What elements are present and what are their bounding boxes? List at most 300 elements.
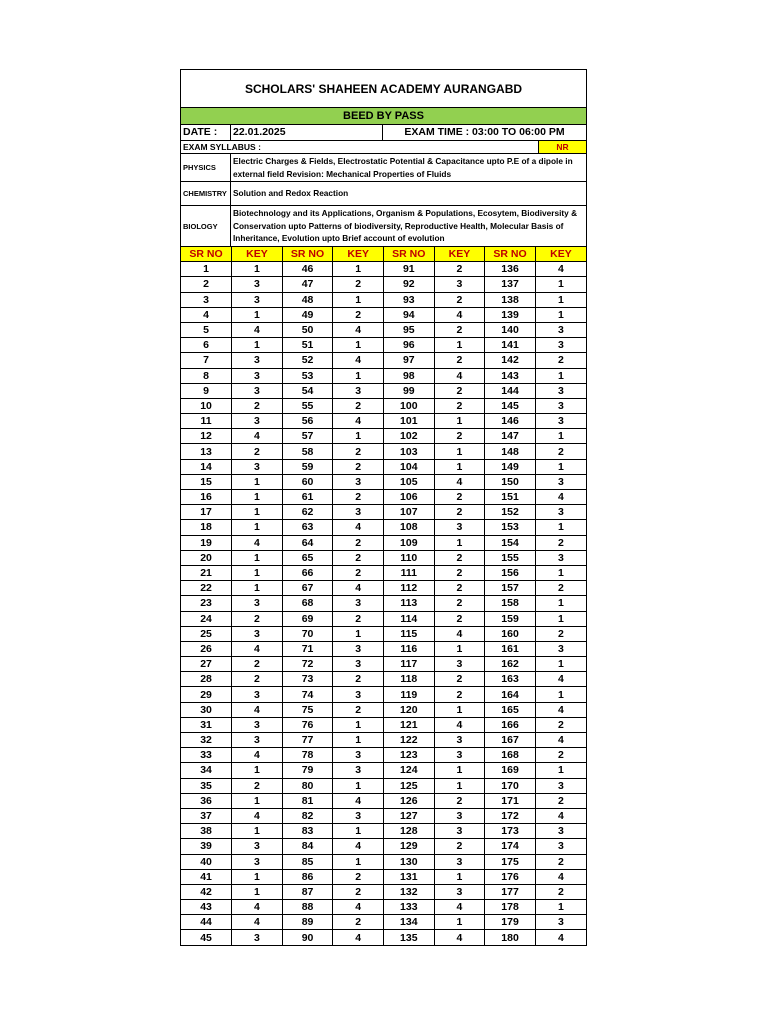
key-cell: 3: [232, 733, 283, 748]
sr-no-cell: 10: [181, 398, 232, 413]
key-cell: 3: [333, 687, 384, 702]
table-row: [181, 778, 586, 793]
table-row: [181, 900, 586, 915]
key-cell: 1: [333, 338, 384, 353]
key-cell: 3: [232, 596, 283, 611]
sr-no-cell: 115: [384, 626, 435, 641]
key-cell: 1: [232, 307, 283, 322]
sr-no-cell: 122: [384, 733, 435, 748]
table-row: [181, 459, 586, 474]
key-cell: 4: [232, 915, 283, 930]
sr-no-cell: 155: [485, 550, 536, 565]
table-row: [181, 353, 586, 368]
key-cell: 3: [535, 414, 586, 429]
key-cell: 3: [333, 474, 384, 489]
key-cell: 1: [232, 490, 283, 505]
sr-no-cell: 71: [282, 641, 333, 656]
col-header: KEY: [434, 247, 485, 262]
key-cell: 3: [232, 854, 283, 869]
subject-content: Electric Charges & Fields, Electrostatic Potential & Capacitance upto P.E of a dipole in external field Revision: Mechanical Properties of Fluids: [233, 156, 573, 179]
key-cell: 4: [333, 930, 384, 945]
key-cell: 2: [333, 277, 384, 292]
sr-no-cell: 164: [485, 687, 536, 702]
table-row: [181, 581, 586, 596]
sr-no-cell: 124: [384, 763, 435, 778]
sr-no-cell: 158: [485, 596, 536, 611]
key-cell: 1: [232, 505, 283, 520]
key-cell: 3: [232, 368, 283, 383]
key-cell: 4: [535, 490, 586, 505]
table-row: [181, 808, 586, 823]
key-cell: 2: [434, 398, 485, 413]
key-cell: 1: [232, 763, 283, 778]
sr-no-cell: 127: [384, 808, 435, 823]
sr-no-cell: 142: [485, 353, 536, 368]
key-cell: 2: [333, 490, 384, 505]
key-cell: 1: [434, 535, 485, 550]
key-cell: 2: [434, 490, 485, 505]
key-cell: 2: [232, 444, 283, 459]
table-row: [181, 748, 586, 763]
key-cell: 4: [434, 626, 485, 641]
key-cell: 4: [535, 869, 586, 884]
table-row: [181, 839, 586, 854]
key-cell: 1: [535, 900, 586, 915]
table-row: [181, 535, 586, 550]
key-cell: 4: [535, 733, 586, 748]
key-cell: 4: [333, 793, 384, 808]
sr-no-cell: 95: [384, 322, 435, 337]
sr-no-cell: 87: [282, 884, 333, 899]
sr-no-cell: 70: [282, 626, 333, 641]
key-cell: 2: [535, 854, 586, 869]
col-header: SR NO: [282, 247, 333, 262]
sr-no-cell: 96: [384, 338, 435, 353]
table-header-row: [181, 247, 586, 262]
key-cell: 3: [434, 824, 485, 839]
key-cell: 4: [232, 322, 283, 337]
sr-no-cell: 3: [181, 292, 232, 307]
key-cell: 1: [535, 429, 586, 444]
key-cell: 2: [232, 611, 283, 626]
table-row: [181, 292, 586, 307]
key-cell: 1: [434, 869, 485, 884]
key-cell: 2: [434, 596, 485, 611]
sr-no-cell: 37: [181, 808, 232, 823]
table-row: [181, 687, 586, 702]
key-cell: 3: [535, 338, 586, 353]
key-cell: 2: [535, 626, 586, 641]
sr-no-cell: 55: [282, 398, 333, 413]
batch-tag: NR: [538, 141, 586, 153]
key-cell: 3: [333, 505, 384, 520]
key-cell: 4: [333, 900, 384, 915]
sr-no-cell: 144: [485, 383, 536, 398]
subject-name: CHEMISTRY: [181, 182, 231, 205]
sr-no-cell: 44: [181, 915, 232, 930]
sr-no-cell: 109: [384, 535, 435, 550]
key-cell: 2: [333, 869, 384, 884]
date-label: DATE :: [181, 125, 231, 140]
table-row: [181, 520, 586, 535]
table-row: [181, 398, 586, 413]
table-row: [181, 474, 586, 489]
key-cell: 4: [535, 808, 586, 823]
key-cell: 2: [535, 444, 586, 459]
key-cell: 2: [535, 581, 586, 596]
sr-no-cell: 116: [384, 641, 435, 656]
key-cell: 1: [535, 292, 586, 307]
key-cell: 1: [434, 763, 485, 778]
key-cell: 3: [434, 808, 485, 823]
sr-no-cell: 171: [485, 793, 536, 808]
sr-no-cell: 128: [384, 824, 435, 839]
sr-no-cell: 58: [282, 444, 333, 459]
key-cell: 1: [232, 520, 283, 535]
sr-no-cell: 163: [485, 672, 536, 687]
key-cell: 3: [232, 414, 283, 429]
key-cell: 4: [333, 353, 384, 368]
key-cell: 2: [434, 611, 485, 626]
table-row: [181, 733, 586, 748]
sr-no-cell: 120: [384, 702, 435, 717]
sr-no-cell: 177: [485, 884, 536, 899]
key-cell: 4: [434, 717, 485, 732]
key-cell: 3: [333, 808, 384, 823]
sr-no-cell: 157: [485, 581, 536, 596]
syllabus-row-chemistry: [181, 182, 586, 206]
sr-no-cell: 84: [282, 839, 333, 854]
sr-no-cell: 150: [485, 474, 536, 489]
key-cell: 3: [434, 748, 485, 763]
key-cell: 2: [434, 565, 485, 580]
key-cell: 3: [333, 383, 384, 398]
key-cell: 2: [434, 322, 485, 337]
col-header: KEY: [232, 247, 283, 262]
table-row: [181, 672, 586, 687]
key-cell: 2: [333, 884, 384, 899]
key-cell: 2: [434, 292, 485, 307]
sr-no-cell: 56: [282, 414, 333, 429]
branch-banner: BEED BY PASS: [181, 108, 586, 125]
key-cell: 1: [333, 824, 384, 839]
sr-no-cell: 54: [282, 383, 333, 398]
sr-no-cell: 123: [384, 748, 435, 763]
key-cell: 1: [535, 565, 586, 580]
sr-no-cell: 24: [181, 611, 232, 626]
sr-no-cell: 29: [181, 687, 232, 702]
sr-no-cell: 12: [181, 429, 232, 444]
subject-content: Biotechnology and its Applications, Organism & Populations, Ecosytem, Biodiversity & Conservation upto Patterns of biodiversity, Reproductive Health, Molecular Basis of Inheritance, Evolution upto Brief account of evolution: [233, 208, 578, 243]
sr-no-cell: 151: [485, 490, 536, 505]
key-cell: 1: [434, 915, 485, 930]
sr-no-cell: 101: [384, 414, 435, 429]
sr-no-cell: 112: [384, 581, 435, 596]
key-cell: 1: [535, 596, 586, 611]
sr-no-cell: 50: [282, 322, 333, 337]
table-row: [181, 368, 586, 383]
table-row: [181, 626, 586, 641]
sr-no-cell: 91: [384, 262, 435, 277]
key-cell: 4: [232, 641, 283, 656]
key-cell: 4: [434, 307, 485, 322]
subject-content: Solution and Redox Reaction: [233, 188, 349, 199]
table-row: [181, 657, 586, 672]
sr-no-cell: 137: [485, 277, 536, 292]
sr-no-cell: 42: [181, 884, 232, 899]
key-cell: 4: [333, 322, 384, 337]
sr-no-cell: 149: [485, 459, 536, 474]
sr-no-cell: 106: [384, 490, 435, 505]
key-cell: 2: [232, 778, 283, 793]
key-cell: 3: [232, 717, 283, 732]
sr-no-cell: 148: [485, 444, 536, 459]
key-cell: 1: [232, 793, 283, 808]
table-row: [181, 869, 586, 884]
sr-no-cell: 76: [282, 717, 333, 732]
sr-no-cell: 169: [485, 763, 536, 778]
key-cell: 2: [333, 398, 384, 413]
sr-no-cell: 179: [485, 915, 536, 930]
sr-no-cell: 32: [181, 733, 232, 748]
sr-no-cell: 81: [282, 793, 333, 808]
key-cell: 1: [434, 414, 485, 429]
key-cell: 4: [434, 900, 485, 915]
key-cell: 4: [333, 581, 384, 596]
sr-no-cell: 125: [384, 778, 435, 793]
table-row: [181, 277, 586, 292]
key-cell: 1: [535, 611, 586, 626]
key-cell: 2: [434, 353, 485, 368]
key-cell: 1: [232, 581, 283, 596]
sr-no-cell: 47: [282, 277, 333, 292]
subject-name: BIOLOGY: [181, 206, 231, 246]
table-row: [181, 338, 586, 353]
key-cell: 4: [333, 520, 384, 535]
sr-no-cell: 110: [384, 550, 435, 565]
exam-time: EXAM TIME : 03:00 TO 06:00 PM: [404, 126, 565, 138]
key-cell: 4: [232, 702, 283, 717]
sr-no-cell: 35: [181, 778, 232, 793]
key-cell: 1: [333, 854, 384, 869]
table-row: [181, 490, 586, 505]
key-cell: 1: [232, 338, 283, 353]
sr-no-cell: 21: [181, 565, 232, 580]
sr-no-cell: 85: [282, 854, 333, 869]
table-row: [181, 505, 586, 520]
sr-no-cell: 111: [384, 565, 435, 580]
table-row: [181, 717, 586, 732]
sr-no-cell: 134: [384, 915, 435, 930]
sr-no-cell: 94: [384, 307, 435, 322]
table-row: [181, 596, 586, 611]
sr-no-cell: 102: [384, 429, 435, 444]
sr-no-cell: 14: [181, 459, 232, 474]
key-cell: 3: [535, 915, 586, 930]
col-header: SR NO: [384, 247, 435, 262]
sr-no-cell: 83: [282, 824, 333, 839]
sr-no-cell: 180: [485, 930, 536, 945]
sr-no-cell: 121: [384, 717, 435, 732]
key-cell: 1: [232, 550, 283, 565]
key-cell: 1: [535, 763, 586, 778]
key-cell: 3: [434, 733, 485, 748]
sr-no-cell: 140: [485, 322, 536, 337]
key-cell: 2: [232, 657, 283, 672]
answer-key-sheet: [180, 69, 587, 946]
key-cell: 3: [232, 459, 283, 474]
table-row: [181, 414, 586, 429]
sr-no-cell: 23: [181, 596, 232, 611]
sr-no-cell: 93: [384, 292, 435, 307]
key-cell: 2: [535, 353, 586, 368]
key-cell: 2: [333, 672, 384, 687]
syllabus-row-physics: [181, 154, 586, 182]
sr-no-cell: 172: [485, 808, 536, 823]
key-cell: 3: [333, 641, 384, 656]
sr-no-cell: 22: [181, 581, 232, 596]
key-cell: 3: [232, 687, 283, 702]
sr-no-cell: 1: [181, 262, 232, 277]
key-cell: 3: [535, 778, 586, 793]
col-header: KEY: [333, 247, 384, 262]
key-cell: 1: [535, 459, 586, 474]
sr-no-cell: 89: [282, 915, 333, 930]
sr-no-cell: 80: [282, 778, 333, 793]
table-row: [181, 307, 586, 322]
key-cell: 1: [535, 520, 586, 535]
table-row: [181, 702, 586, 717]
key-cell: 3: [232, 626, 283, 641]
sr-no-cell: 153: [485, 520, 536, 535]
sr-no-cell: 132: [384, 884, 435, 899]
col-header: SR NO: [181, 247, 232, 262]
key-cell: 4: [232, 900, 283, 915]
sr-no-cell: 6: [181, 338, 232, 353]
key-cell: 2: [535, 748, 586, 763]
sr-no-cell: 97: [384, 353, 435, 368]
key-cell: 1: [434, 641, 485, 656]
key-cell: 3: [333, 763, 384, 778]
key-cell: 2: [434, 505, 485, 520]
key-cell: 3: [232, 277, 283, 292]
key-cell: 2: [434, 383, 485, 398]
key-cell: 2: [333, 459, 384, 474]
sr-no-cell: 98: [384, 368, 435, 383]
key-cell: 3: [232, 839, 283, 854]
sr-no-cell: 174: [485, 839, 536, 854]
key-cell: 3: [535, 322, 586, 337]
sr-no-cell: 59: [282, 459, 333, 474]
key-cell: 3: [434, 657, 485, 672]
sr-no-cell: 17: [181, 505, 232, 520]
syllabus-header-row: [181, 141, 586, 154]
subject-name: PHYSICS: [181, 154, 231, 181]
sr-no-cell: 28: [181, 672, 232, 687]
sr-no-cell: 143: [485, 368, 536, 383]
sr-no-cell: 138: [485, 292, 536, 307]
sr-no-cell: 86: [282, 869, 333, 884]
sr-no-cell: 99: [384, 383, 435, 398]
table-row: [181, 611, 586, 626]
col-header: SR NO: [485, 247, 536, 262]
sr-no-cell: 131: [384, 869, 435, 884]
key-cell: 1: [232, 869, 283, 884]
key-cell: 2: [333, 565, 384, 580]
table-row: [181, 383, 586, 398]
sr-no-cell: 62: [282, 505, 333, 520]
key-cell: 4: [333, 839, 384, 854]
key-cell: 1: [232, 884, 283, 899]
academy-title: SCHOLARS' SHAHEEN ACADEMY AURANGABD: [181, 70, 586, 108]
sr-no-cell: 77: [282, 733, 333, 748]
key-cell: 3: [535, 550, 586, 565]
key-cell: 3: [232, 353, 283, 368]
key-cell: 3: [434, 854, 485, 869]
key-cell: 1: [535, 277, 586, 292]
sr-no-cell: 52: [282, 353, 333, 368]
key-cell: 1: [333, 368, 384, 383]
key-cell: 1: [535, 368, 586, 383]
sr-no-cell: 147: [485, 429, 536, 444]
sr-no-cell: 178: [485, 900, 536, 915]
sr-no-cell: 176: [485, 869, 536, 884]
key-cell: 4: [232, 808, 283, 823]
key-cell: 1: [333, 733, 384, 748]
sr-no-cell: 4: [181, 307, 232, 322]
key-cell: 3: [232, 292, 283, 307]
key-cell: 1: [434, 459, 485, 474]
key-cell: 4: [333, 414, 384, 429]
sr-no-cell: 19: [181, 535, 232, 550]
key-cell: 4: [434, 930, 485, 945]
sr-no-cell: 133: [384, 900, 435, 915]
sr-no-cell: 45: [181, 930, 232, 945]
sr-no-cell: 43: [181, 900, 232, 915]
key-cell: 2: [434, 839, 485, 854]
key-cell: 4: [535, 930, 586, 945]
col-header: KEY: [535, 247, 586, 262]
sr-no-cell: 166: [485, 717, 536, 732]
key-cell: 3: [232, 930, 283, 945]
key-cell: 4: [535, 262, 586, 277]
sr-no-cell: 13: [181, 444, 232, 459]
sr-no-cell: 33: [181, 748, 232, 763]
answer-key-table: [181, 247, 586, 945]
sr-no-cell: 48: [282, 292, 333, 307]
sr-no-cell: 100: [384, 398, 435, 413]
syllabus-label: EXAM SYLLABUS :: [183, 142, 261, 152]
key-cell: 2: [434, 581, 485, 596]
key-cell: 4: [232, 748, 283, 763]
key-cell: 2: [333, 307, 384, 322]
key-cell: 2: [535, 884, 586, 899]
key-cell: 1: [535, 687, 586, 702]
sr-no-cell: 175: [485, 854, 536, 869]
sr-no-cell: 39: [181, 839, 232, 854]
table-row: [181, 429, 586, 444]
key-cell: 4: [434, 368, 485, 383]
sr-no-cell: 168: [485, 748, 536, 763]
key-cell: 1: [434, 778, 485, 793]
sr-no-cell: 5: [181, 322, 232, 337]
key-cell: 1: [333, 429, 384, 444]
sr-no-cell: 57: [282, 429, 333, 444]
sr-no-cell: 161: [485, 641, 536, 656]
sr-no-cell: 26: [181, 641, 232, 656]
sr-no-cell: 107: [384, 505, 435, 520]
table-row: [181, 854, 586, 869]
